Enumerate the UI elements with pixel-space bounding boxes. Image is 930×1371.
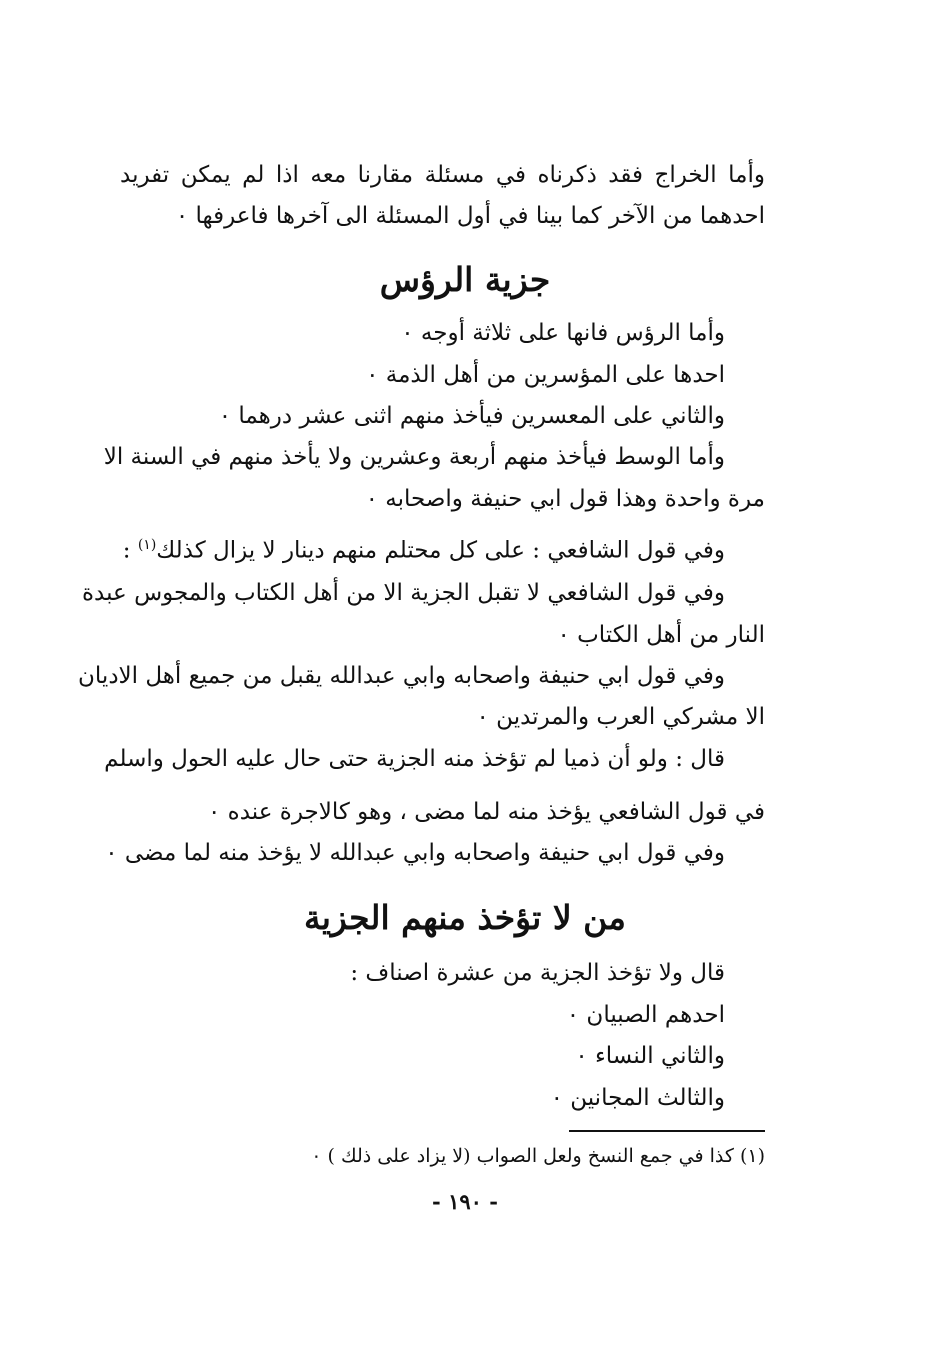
section-heading-jizyat-al-ruus: جزية الرؤس: [379, 260, 551, 299]
list-item: احدهم الصبيان ٠: [566, 1002, 725, 1028]
paragraph-line: والثاني على المعسرين فيأخذ منهم اثنى عشر درهما ٠: [218, 403, 725, 429]
paragraph-line: وأما الخراج فقد ذكرناه في مسئلة مقارنا معه اذا لم يمكن تفريد: [120, 162, 765, 188]
page-number: - ١٩٠ -: [432, 1189, 498, 1214]
footnote-divider: [569, 1130, 765, 1132]
paragraph-line: قال : ولو أن ذميا لم تؤخذ منه الجزية حتى حال عليه الحول واسلم: [104, 746, 725, 772]
paragraph-line: الا مشركي العرب والمرتدين ٠: [476, 704, 765, 730]
list-item: والثاني النساء ٠: [575, 1043, 725, 1069]
paragraph-line: في قول الشافعي يؤخذ منه لما مضى ، وهو كالاجرة عنده ٠: [208, 799, 765, 825]
list-item: والثالث المجانين ٠: [550, 1085, 725, 1111]
section-heading-exempt-from-jizya: من لا تؤخذ منهم الجزية: [304, 898, 626, 937]
paragraph-line: وفي قول ابي حنيفة واصحابه وابي عبدالله يقبل من جميع أهل الاديان: [78, 663, 725, 689]
footnote-marker: (١): [137, 537, 157, 553]
paragraph-line: مرة واحدة وهذا قول ابي حنيفة واصحابه ٠: [365, 486, 765, 512]
paragraph-line: قال ولا تؤخذ الجزية من عشرة اصناف :: [350, 960, 725, 986]
paragraph-line: [123, 530, 725, 566]
paragraph-text: :: [122, 537, 138, 564]
paragraph-line: احدهما من الآخر كما بينا في أول المسئلة الى آخرها فاعرفها ٠: [175, 203, 765, 229]
paragraph-text: وفي قول الشافعي : على كل محتلم منهم دينار لا يزال كذلك: [156, 537, 725, 564]
paragraph-line: وفي قول الشافعي لا تقبل الجزية الا من أهل الكتاب والمجوس عبدة: [81, 580, 725, 606]
paragraph-line: النار من أهل الكتاب ٠: [557, 622, 765, 648]
footnote-text: (١) كذا في جمع النسخ ولعل الصواب (لا يزاد على ذلك ) ٠: [311, 1145, 765, 1167]
paragraph-line: احدها على المؤسرين من أهل الذمة ٠: [366, 362, 725, 388]
paragraph-line: وفي قول ابي حنيفة واصحابه وابي عبدالله لا يؤخذ منه لما مضى ٠: [105, 840, 725, 866]
paragraph-line: وأما الرؤس فانها على ثلاثة أوجه ٠: [401, 320, 725, 346]
paragraph-line: وأما الوسط فيأخذ منهم أربعة وعشرين ولا يأخذ منهم في السنة الا: [103, 444, 725, 470]
